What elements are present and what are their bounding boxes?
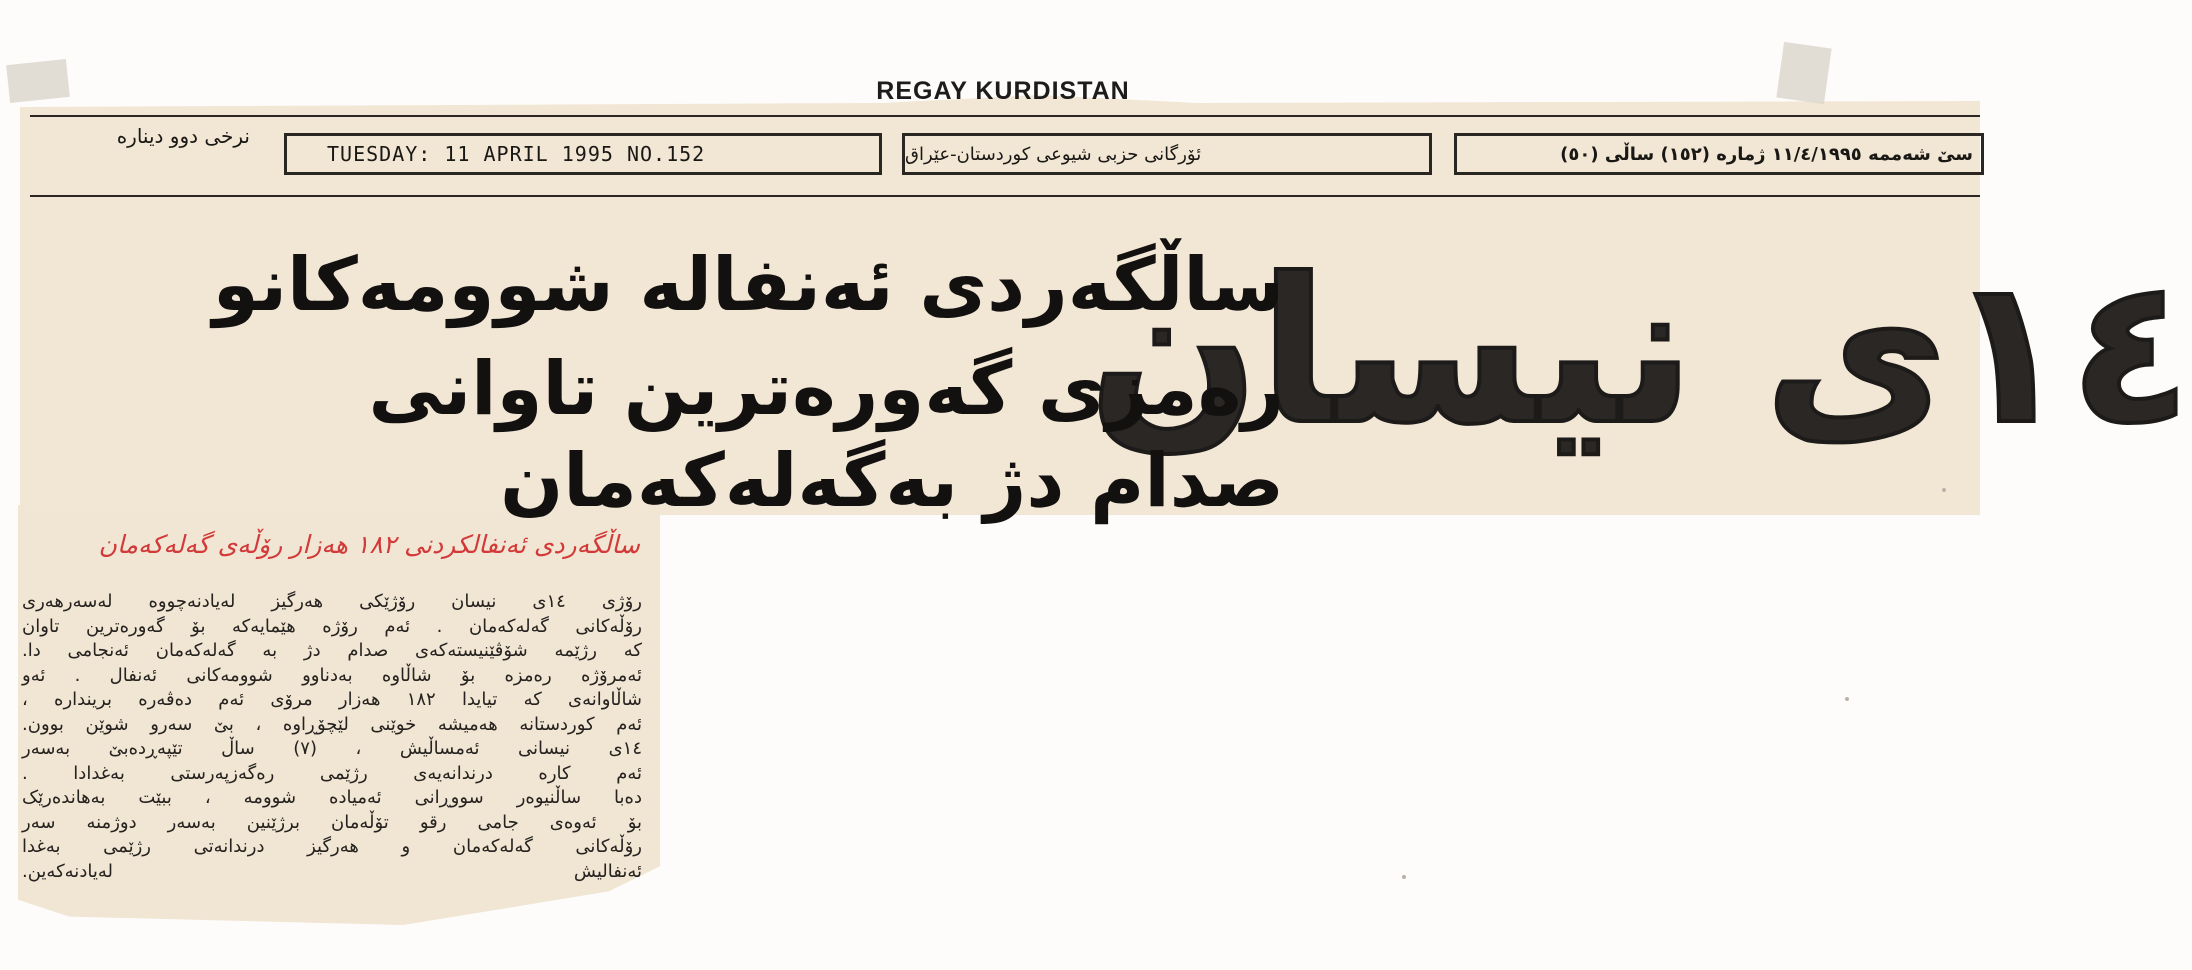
body-line: ئەم کوردستانە هەمیشە خوێنی لێچۆڕاوە ، بێ سەرو شوێن بوون. <box>22 713 642 735</box>
paper-speck <box>1402 875 1406 879</box>
bottom-rule <box>30 195 1980 197</box>
headline-line-2: رەمزی گەورەترین تاوانی <box>368 346 1284 432</box>
body-line: رۆژی ١٤ی نیسان رۆژێکی هەرگیز لەیادنەچووە لەسەرهەری <box>22 591 642 612</box>
body-line: شاڵاوانەی کە تیایدا ١٨٢ هەزار مرۆی ئەم دەڤەرە بریندارە ، <box>22 689 643 710</box>
date-box <box>284 133 882 175</box>
organ-box <box>902 133 1432 175</box>
paper-speck <box>1845 697 1849 701</box>
body-line: بۆ ئەوەی جامی رقو تۆڵەمان برژێنین بەسەر دوژمنە سەر <box>22 811 642 833</box>
body-line: ئەمرۆژە رەمزە بۆ شاڵاوە بەدناوو شوومەکانی ئەنفال . ئەو <box>22 664 642 686</box>
english-date: TUESDAY: 11 APRIL 1995 NO.152 <box>327 142 706 166</box>
issue-box <box>1454 133 1984 175</box>
subheadline: ساڵگەردی ئەنفالکردنی ١٨٢ هەزار رۆڵەی گەلەکەمان <box>98 530 640 559</box>
body-line: رۆڵەکانی گەلەکەمان . ئەم رۆژە هێمایەکە بۆ گەورەترین تاوان <box>22 615 642 637</box>
body-line: رۆڵەکانی گەلەکەمان و هەرگیز درندانەتی رژێمی بەغدا <box>22 836 642 857</box>
body-line: ١٤ی نیسانی ئەمساڵیش ، (٧) ساڵ تێپەڕدەبێ بەسەر <box>22 738 642 759</box>
issue-info: سێ شەممە ١١/٤/١٩٩٥ ژمارە (١٥٢) ساڵی (٥٠) <box>1560 143 1973 165</box>
article-body <box>22 590 642 884</box>
body-line: ئەنفالیش لەیادنەکەین. <box>22 860 642 882</box>
date-headline: ١٤ی نیسان <box>1088 236 2192 469</box>
top-rule <box>30 115 1980 117</box>
body-line: کە رژێمە شۆڤێنیستەکەی صدام دژ بە گەلەکەمان ئەنجامی دا. <box>22 640 642 661</box>
body-line: ئەم کارە درندانەیەی رژێمی رەگەزپەرستی بەغدادا . <box>22 762 642 784</box>
price-label: نرخی دوو دیناره <box>116 124 250 148</box>
body-line: دەبا ساڵنیوەر سووڕانی ئەمیادە شوومە ، ببێت بەهاندەرێک <box>22 787 642 808</box>
headline-line-3: صدام دژ بەگەلەکەمان <box>500 438 1284 524</box>
paper-speck <box>1942 488 1946 492</box>
masthead: REGAY KURDISTAN <box>876 77 1130 105</box>
party-organ: ئۆرگانی حزبی شیوعی کوردستان-عێراق <box>905 143 1202 165</box>
headline-line-1: ساڵگەردی ئەنفالە شوومەکانو <box>212 242 1284 328</box>
